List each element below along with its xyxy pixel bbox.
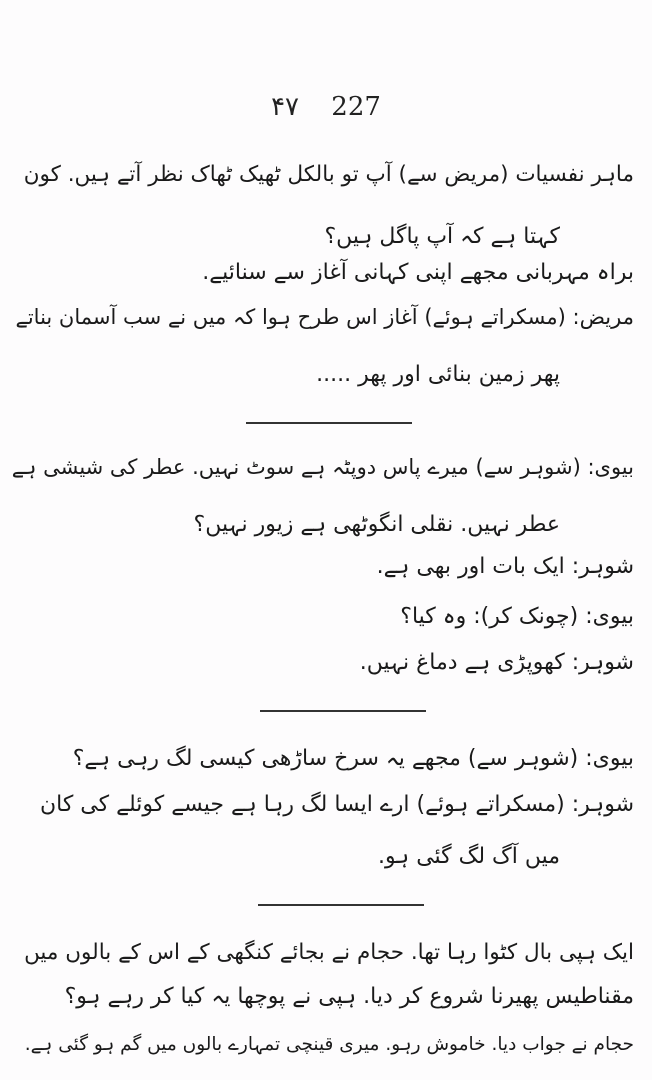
- text-line: شوہر: ایک بات اور بھی ہے.: [376, 554, 634, 579]
- text-line: عطر نہیں. نقلی انگوٹھی ہے زیور نہیں؟: [193, 512, 560, 537]
- text-line: حجام نے جواب دیا. خاموش رہو. میری قینچی تمہارے بالوں میں گم ہو گئی ہے.: [24, 1034, 634, 1055]
- section-divider: [258, 904, 424, 906]
- text-line: براہ مہربانی مجھے اپنی کہانی آغاز سے سنائیے.: [202, 260, 634, 285]
- text-line: میں آگ لگ گئی ہو.: [377, 844, 560, 869]
- handwritten-page-number: 227: [331, 92, 381, 122]
- printed-page-number: ۴۷: [271, 92, 300, 122]
- text-line: کہتا ہے کہ آپ پاگل ہیں؟: [324, 224, 560, 249]
- text-line: بیوی: (شوہر سے) میرے پاس دوپٹہ ہے سوٹ نہیں. عطر کی شیشی ہے: [11, 455, 634, 479]
- page-number: [0, 92, 652, 122]
- text-line: ایک ہپی بال کٹوا رہا تھا. حجام نے بجائے کنگھی کے اس کے بالوں میں: [24, 940, 634, 965]
- section-divider: [246, 422, 412, 424]
- text-line: پھر زمین بنائی اور پھر .....: [316, 362, 560, 387]
- text-line: مقناطیس پھیرنا شروع کر دیا. ہپی نے پوچھا یہ کیا کر رہے ہو؟: [64, 984, 634, 1009]
- text-line: بیوی: (چونک کر): وہ کیا؟: [400, 604, 634, 629]
- section-divider: [260, 710, 426, 712]
- text-line: بیوی: (شوہر سے) مجھے یہ سرخ ساڑھی کیسی لگ رہی ہے؟: [72, 746, 634, 771]
- text-line: شوہر: کھوپڑی ہے دماغ نہیں.: [359, 650, 634, 675]
- text-line: ماہر نفسیات (مریض سے) آپ تو بالکل ٹھیک ٹھاک نظر آتے ہیں. کون: [23, 162, 634, 187]
- text-line: شوہر: (مسکراتے ہوئے) ارے ایسا لگ رہا ہے جیسے کوئلے کی کان: [39, 792, 634, 817]
- text-line: مریض: (مسکراتے ہوئے) آغاز اس طرح ہوا کہ میں نے سب آسمان بناتے: [15, 305, 634, 329]
